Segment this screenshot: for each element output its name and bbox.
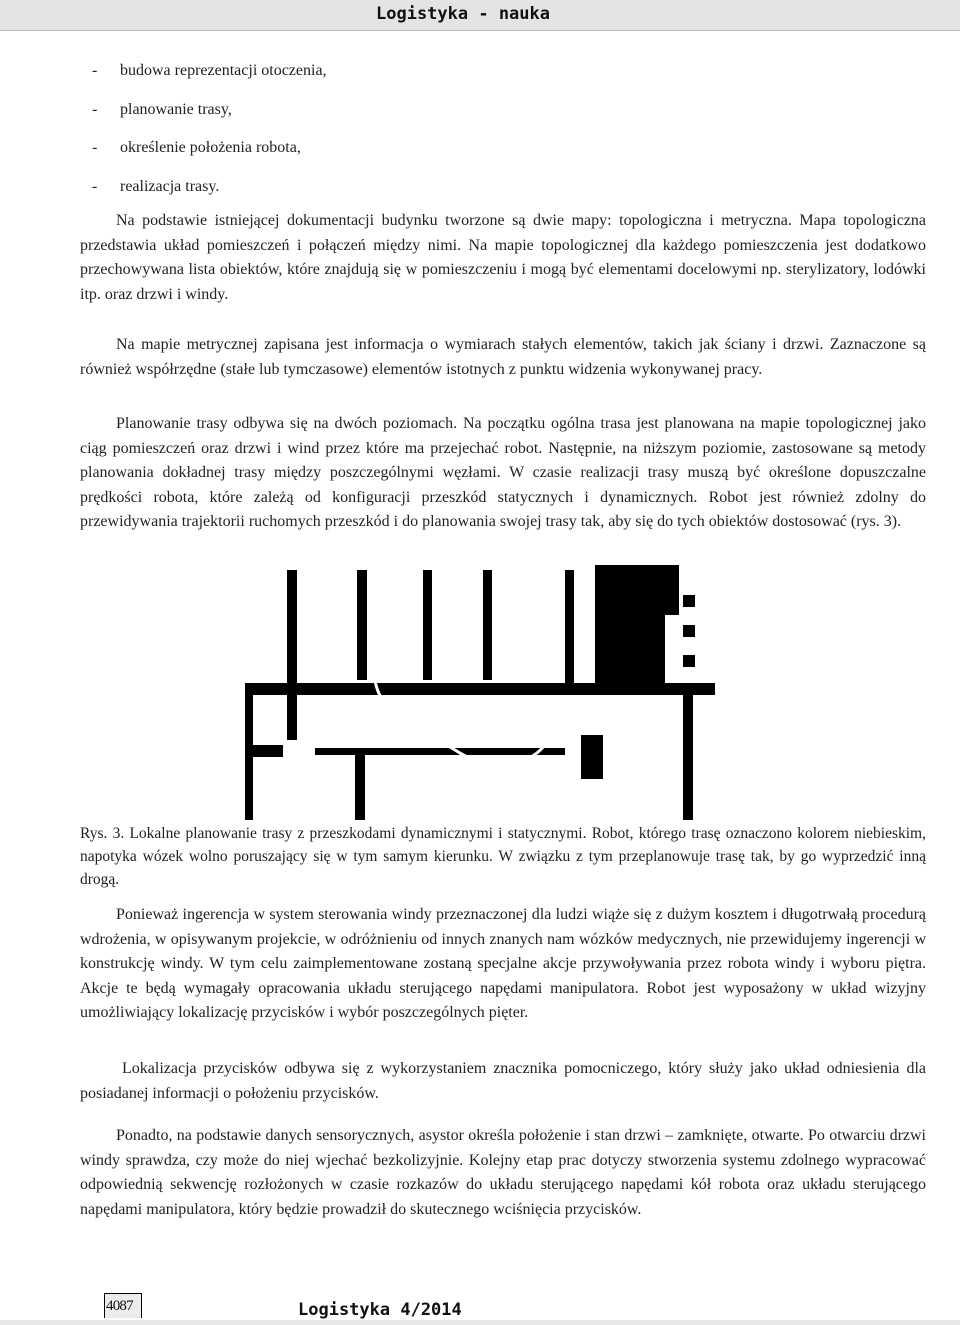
figure-caption: Rys. 3. Lokalne planowanie trasy z przeszkodami dynamicznymi i statycznymi. Robot, którego trasę oznaczono kolorem niebieskim, napotyka wózek wolno poruszający się w tym samym kierunku. W związku z tym przeplanowuje trasę tak, by go wyprzedzić inną drogą.	[80, 825, 926, 888]
footer-rule	[0, 1320, 960, 1325]
bullet-text: określenie położenia robota,	[120, 139, 301, 156]
bullet-dash: -	[92, 177, 98, 195]
dynamic-obstacle-cart	[581, 735, 603, 779]
static-obstacle	[683, 625, 695, 637]
wall	[357, 570, 367, 680]
bullet-item	[92, 175, 327, 214]
wall	[683, 695, 693, 820]
wall	[315, 748, 565, 755]
bullet-dash: -	[92, 139, 98, 156]
wall	[565, 570, 574, 685]
wall	[423, 570, 432, 680]
door-block	[253, 745, 283, 757]
wall	[483, 570, 492, 680]
journal-title: Logistyka 4/2014	[298, 1300, 462, 1320]
bullet-text: budowa reprezentacji otoczenia,	[120, 62, 327, 79]
bullet-dash: -	[92, 62, 98, 79]
bullet-text: planowanie trasy,	[120, 100, 232, 118]
section-header-title: Logistyka - nauka	[376, 4, 550, 24]
paragraph-route-planning: Planowanie trasy odbywa się na dwóch poziomach. Na początku ogólna trasa jest planowana na mapie topologicznej jako ciąg pomieszczeń oraz drzwi i wind przez które ma przejechać robot. Następnie, na niższym poziomie, zastosowane są metody planowania dokładnej trasy między poszczególnymi węzłami. W czasie realizacji trasy muszą być określone dopuszczalne prędkości robota, które zależą od konfiguracji przeszkód statycznych i dynamicznych. Robot jest również zdolny do przewidywania trajektorii ruchomych przeszkód i do planowania swojej trasy tak, aby się do tych obiektów dostosować (rys. 3).	[80, 415, 926, 530]
figure-route-map	[245, 565, 715, 820]
bullet-item	[92, 98, 327, 137]
paragraph-metric-map: Na mapie metrycznej zapisana jest informacja o wymiarach stałych elementów, takich jak ściany i drzwi. Zaznaczone są również współrzędne (stałe lub tymczasowe) elementów istotnych z punktu widzenia wykonywanej pracy.	[80, 336, 926, 378]
bullet-list	[92, 59, 327, 213]
page-number: 4087	[106, 1298, 133, 1314]
wall	[287, 570, 297, 740]
bullet-item	[92, 59, 327, 98]
wall	[245, 683, 253, 820]
bullet-item	[92, 136, 327, 175]
static-obstacle	[683, 595, 695, 607]
paragraph-door-state: Ponadto, na podstawie danych sensorycznych, asystor określa położenie i stan drzwi – zamknięte, otwarte. Po otwarciu drzwi windy sprawdza, czy może do niej wjechać bezkolizyjnie. Kolejny etap prac dotyczy stworzenia systemu zdolnego wypracować odpowiednią sekwencję rozłożonych w czasie rozkazów do układu sterującego napędami kół robota oraz układu sterującego napędami manipulatora, który będzie prowadził do skutecznego wciśnięcia przycisków.	[80, 1127, 926, 1218]
bullet-dash: -	[92, 100, 98, 118]
static-obstacle	[683, 655, 695, 667]
paragraph-elevator: Ponieważ ingerencja w system sterowania windy przeznaczonej dla ludzi wiąże się z dużym kosztem i długotrwałą procedurą wdrożenia, w opisywanym projekcie, w odróżnieniu od innych znanych nam wózków medycznych, nie przewidujemy ingerencji w konstrukcję windy. W tym celu zaimplementowane zostaną specjalne akcje przywoływania przez robota windy i wyboru piętra. Akcje te będą wymagały opracowania układu sterującego napędami manipulatora. Robot jest wyposażony w układ wizyjny umożliwiający lokalizację przycisków i wybór poszczególnych pięter.	[80, 906, 926, 1021]
paragraph-maps: Na podstawie istniejącej dokumentacji budynku tworzone są dwie mapy: topologiczna i metryczna. Mapa topologiczna przedstawia układ pomieszczeń i połączeń między nimi. Na mapie topologicznej dla każdego pomieszczenia jest dodatkowo przechowywana lista obiektów, które znajdują się w pomieszczeniu i mogą być elementami docelowymi np. sterylizatory, lodówki itp. oraz drzwi i windy.	[80, 212, 926, 303]
wall	[355, 748, 365, 820]
paragraph-button-localization: Lokalizacja przycisków odbywa się z wykorzystaniem znacznika pomocniczego, który służy jako układ odniesienia dla posiadanej informacji o położeniu przycisków.	[80, 1060, 926, 1102]
static-obstacle	[595, 565, 665, 685]
static-obstacle	[665, 565, 679, 615]
bullet-text: realizacja trasy.	[120, 177, 220, 195]
